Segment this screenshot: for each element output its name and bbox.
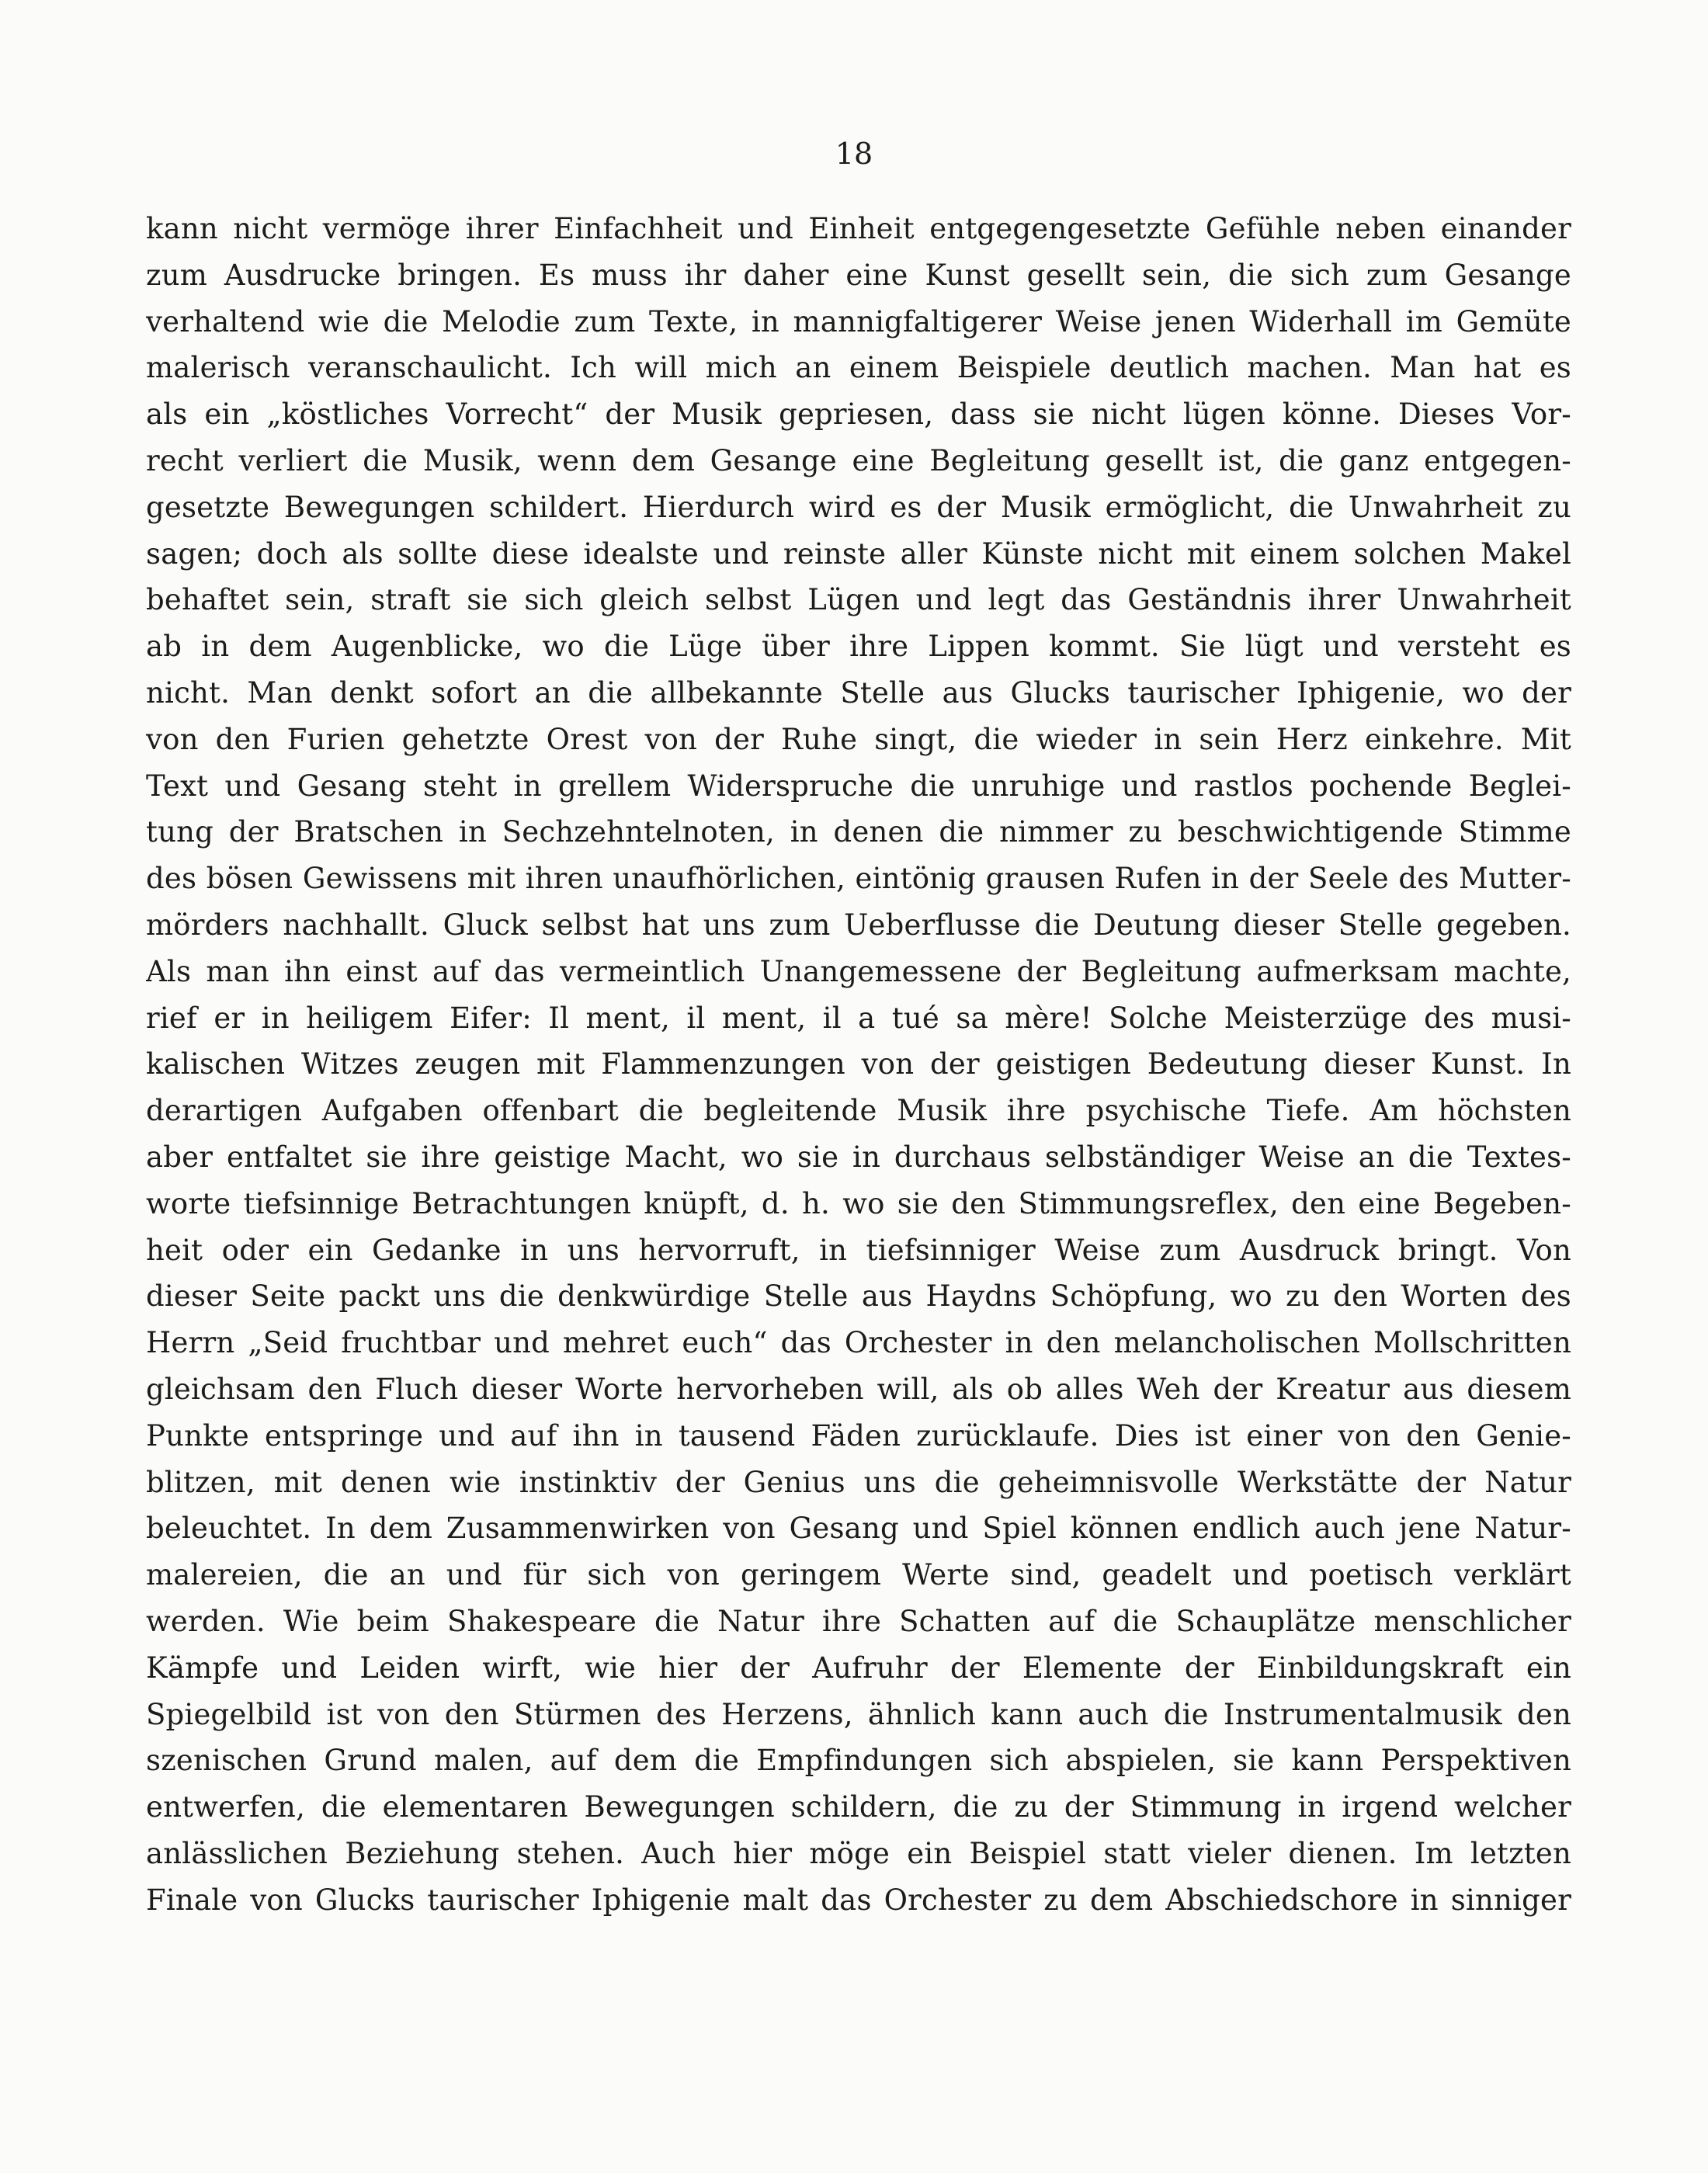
text-line: Spiegelbild ist von den Stürmen des Herzens, ähnlich kann auch die Instrumentalmusik den (146, 1697, 1571, 1731)
text-line: Text und Gesang steht in grellem Widerspruche die unruhige und rastlos pochende Beglei- (146, 769, 1571, 803)
text-line: tung der Bratschen in Sechzehntelnoten, in denen die nimmer zu beschwichtigende Stimme (146, 815, 1571, 849)
text-line: kalischen Witzes zeugen mit Flammenzungen von der geistigen Bedeutung dieser Kunst. In (146, 1047, 1571, 1081)
text-line: verhaltend wie die Melodie zum Texte, in mannigfaltigerer Weise jenen Widerhall im Gemüte (146, 304, 1571, 338)
text-line: als ein „köstliches Vorrecht“ der Musik gepriesen, dass sie nicht lügen könne. Dieses Vor- (146, 397, 1571, 432)
text-line: malerisch veranschaulicht. Ich will mich an einem Beispiele deutlich machen. Man hat es (146, 351, 1571, 385)
text-line: heit oder ein Gedanke in uns hervorruft, in tiefsinniger Weise zum Ausdruck bringt. Von (146, 1233, 1571, 1267)
text-line: gesetzte Bewegungen schildert. Hierdurch wird es der Musik ermöglicht, die Unwahrheit zu (146, 490, 1571, 524)
body-text (146, 206, 1571, 1923)
text-line: szenischen Grund malen, auf dem die Empfindungen sich abspielen, sie kann Perspektiven (146, 1744, 1571, 1778)
text-line: zum Ausdrucke bringen. Es muss ihr daher eine Kunst gesellt sein, die sich zum Gesange (146, 258, 1571, 292)
text-line: aber entfaltet sie ihre geistige Macht, wo sie in durchaus selbständiger Weise an die Textes- (146, 1140, 1571, 1174)
page-number: 18 (835, 137, 873, 171)
text-line: anlässlichen Beziehung stehen. Auch hier möge ein Beispiel statt vieler dienen. Im letzten (146, 1836, 1571, 1870)
text-line: dieser Seite packt uns die denkwürdige Stelle aus Haydns Schöpfung, wo zu den Worten des (146, 1279, 1571, 1314)
text-line: derartigen Aufgaben offenbart die begleitende Musik ihre psychische Tiefe. Am höchsten (146, 1094, 1571, 1128)
text-line: werden. Wie beim Shakespeare die Natur ihre Schatten auf die Schauplätze menschlicher (146, 1604, 1571, 1638)
text-line: Als man ihn einst auf das vermeintlich Unangemessene der Begleitung aufmerksam machte, (146, 954, 1571, 988)
text-line: Kämpfe und Leiden wirft, wie hier der Aufruhr der Elemente der Einbildungskraft ein (146, 1651, 1571, 1685)
text-line: entwerfen, die elementaren Bewegungen schildern, die zu der Stimmung in irgend welcher (146, 1790, 1571, 1824)
text-line: von den Furien gehetzte Orest von der Ruhe singt, die wieder in sein Herz einkehre. Mit (146, 722, 1571, 756)
text-line: recht verliert die Musik, wenn dem Gesange eine Begleitung gesellt ist, die ganz entgegen- (146, 443, 1571, 477)
text-line: kann nicht vermöge ihrer Einfachheit und Einheit entgegengesetzte Gefühle neben einander (146, 212, 1571, 245)
text-line: des bösen Gewissens mit ihren unaufhörlichen, eintönig grausen Rufen in der Seele des Mutter- (146, 862, 1571, 896)
text-line: sagen; doch als sollte diese idealste und reinste aller Künste nicht mit einem solchen Makel (146, 536, 1571, 571)
text-line: nicht. Man denkt sofort an die allbekannte Stelle aus Glucks taurischer Iphigenie, wo der (146, 675, 1571, 710)
text-line: blitzen, mit denen wie instinktiv der Genius uns die geheimnisvolle Werkstätte der Natur (146, 1465, 1571, 1499)
text-line: beleuchtet. In dem Zusammenwirken von Gesang und Spiel können endlich auch jene Natur- (146, 1512, 1571, 1546)
text-line: Finale von Glucks taurischer Iphigenie malt das Orchester zu dem Abschiedschore in sinniger (146, 1883, 1571, 1917)
text-line: Punkte entspringe und auf ihn in tausend Fäden zurücklaufe. Dies ist einer von den Genie- (146, 1418, 1571, 1453)
text-line: gleichsam den Fluch dieser Worte hervorheben will, als ob alles Weh der Kreatur aus diesem (146, 1372, 1571, 1406)
text-line: mörders nachhallt. Gluck selbst hat uns zum Ueberflusse die Deutung dieser Stelle gegeben. (146, 908, 1571, 942)
text-line: Herrn „Seid fruchtbar und mehret euch“ das Orchester in den melancholischen Mollschritten (146, 1326, 1571, 1360)
text-line: behaftet sein, straft sie sich gleich selbst Lügen und legt das Geständnis ihrer Unwahrheit (146, 583, 1571, 617)
text-line: ab in dem Augenblicke, wo die Lüge über ihre Lippen kommt. Sie lügt und versteht es (146, 630, 1571, 664)
text-line: malereien, die an und für sich von geringem Werte sind, geadelt und poetisch verklärt (146, 1558, 1571, 1592)
text-line: worte tiefsinnige Betrachtungen knüpft, d. h. wo sie den Stimmungsreflex, den eine Begeben- (146, 1186, 1571, 1220)
text-line: rief er in heiligem Eifer: Il ment, il ment, il a tué sa mère! Solche Meisterzüge des musi- (146, 1001, 1571, 1035)
